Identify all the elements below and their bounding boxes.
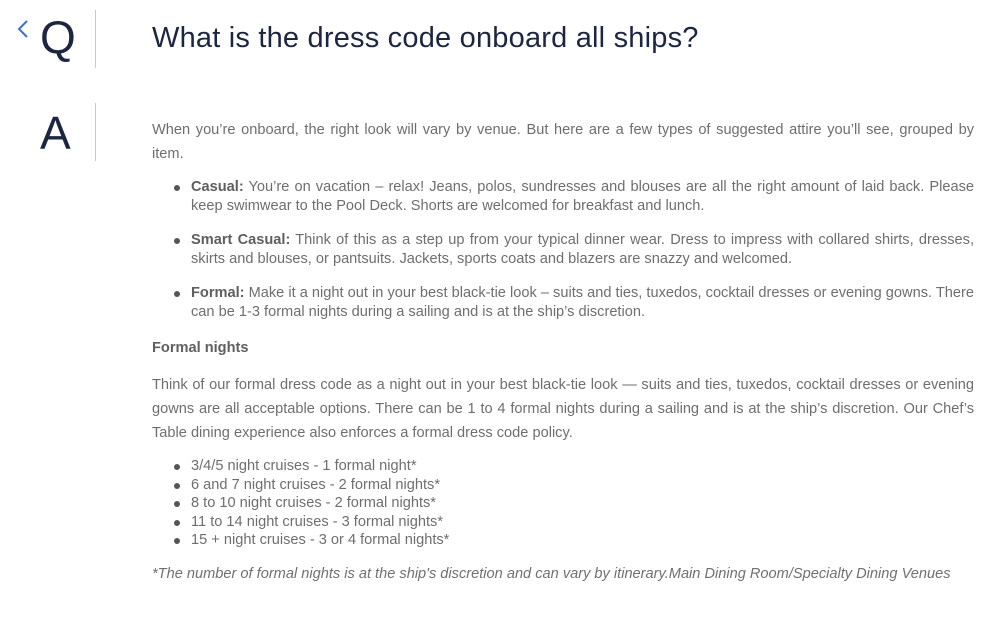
- question-divider: [95, 10, 96, 68]
- footnote: *The number of formal nights is at the ship's discretion and can vary by itinerary.Main Dining Room/Specialty Dining Venues: [152, 565, 951, 582]
- chevron-left-icon: [16, 18, 30, 40]
- attire-types-list: [152, 178, 974, 322]
- list-item-formal: [191, 284, 974, 322]
- attire-description: You’re on vacation – relax! Jeans, polos, sundresses and blouses are all the right amount of laid back. Please keep swimwear to the Pool Deck. Shorts are welcomed for breakfast and lunch.: [191, 179, 974, 214]
- answer-body: [152, 118, 974, 586]
- answer-label: A: [40, 107, 71, 159]
- formal-nights-paragraph: Think of our formal dress code as a night out in your best black-tie look — suits and ties, tuxedos, cocktail dresses or evening gowns are all acceptable options. There can be 1 to 4 formal nights during a sailing and is at the ship’s discretion. Our Chef’s Table dining experience also enforces a formal dress code policy.: [152, 377, 974, 441]
- page-title: What is the dress code onboard all ships?: [152, 22, 699, 54]
- intro-paragraph: When you’re onboard, the right look will vary by venue. But here are a few types of suggested attire you’ll see, grouped by item.: [152, 122, 974, 162]
- list-item: 15 + night cruises - 3 or 4 formal nights*: [191, 531, 974, 550]
- attire-description: Make it a night out in your best black-tie look – suits and ties, tuxedos, cocktail dresses or evening gowns. There can be 1-3 formal nights during a sailing and is at the ship’s discretion.: [191, 285, 974, 320]
- back-button[interactable]: [16, 18, 30, 40]
- answer-divider: [95, 103, 96, 161]
- formal-nights-list: [152, 457, 974, 550]
- list-item: 11 to 14 night cruises - 3 formal nights*: [191, 513, 974, 532]
- formal-nights-heading: Formal nights: [152, 340, 249, 356]
- attire-term: Formal:: [191, 285, 245, 301]
- list-item: 3/4/5 night cruises - 1 formal night*: [191, 457, 974, 476]
- attire-term: Casual:: [191, 179, 244, 195]
- list-item-smart-casual: [191, 231, 974, 269]
- list-item-casual: [191, 178, 974, 216]
- attire-term: Smart Casual:: [191, 232, 291, 248]
- list-item: 6 and 7 night cruises - 2 formal nights*: [191, 476, 974, 495]
- list-item: 8 to 10 night cruises - 2 formal nights*: [191, 494, 974, 513]
- question-label: Q: [40, 11, 76, 63]
- attire-description: Think of this as a step up from your typical dinner wear. Dress to impress with collared shirts, dresses, skirts and blouses, or pantsuits. Jackets, sports coats and blazers are snazzy and welcomed.: [191, 232, 975, 267]
